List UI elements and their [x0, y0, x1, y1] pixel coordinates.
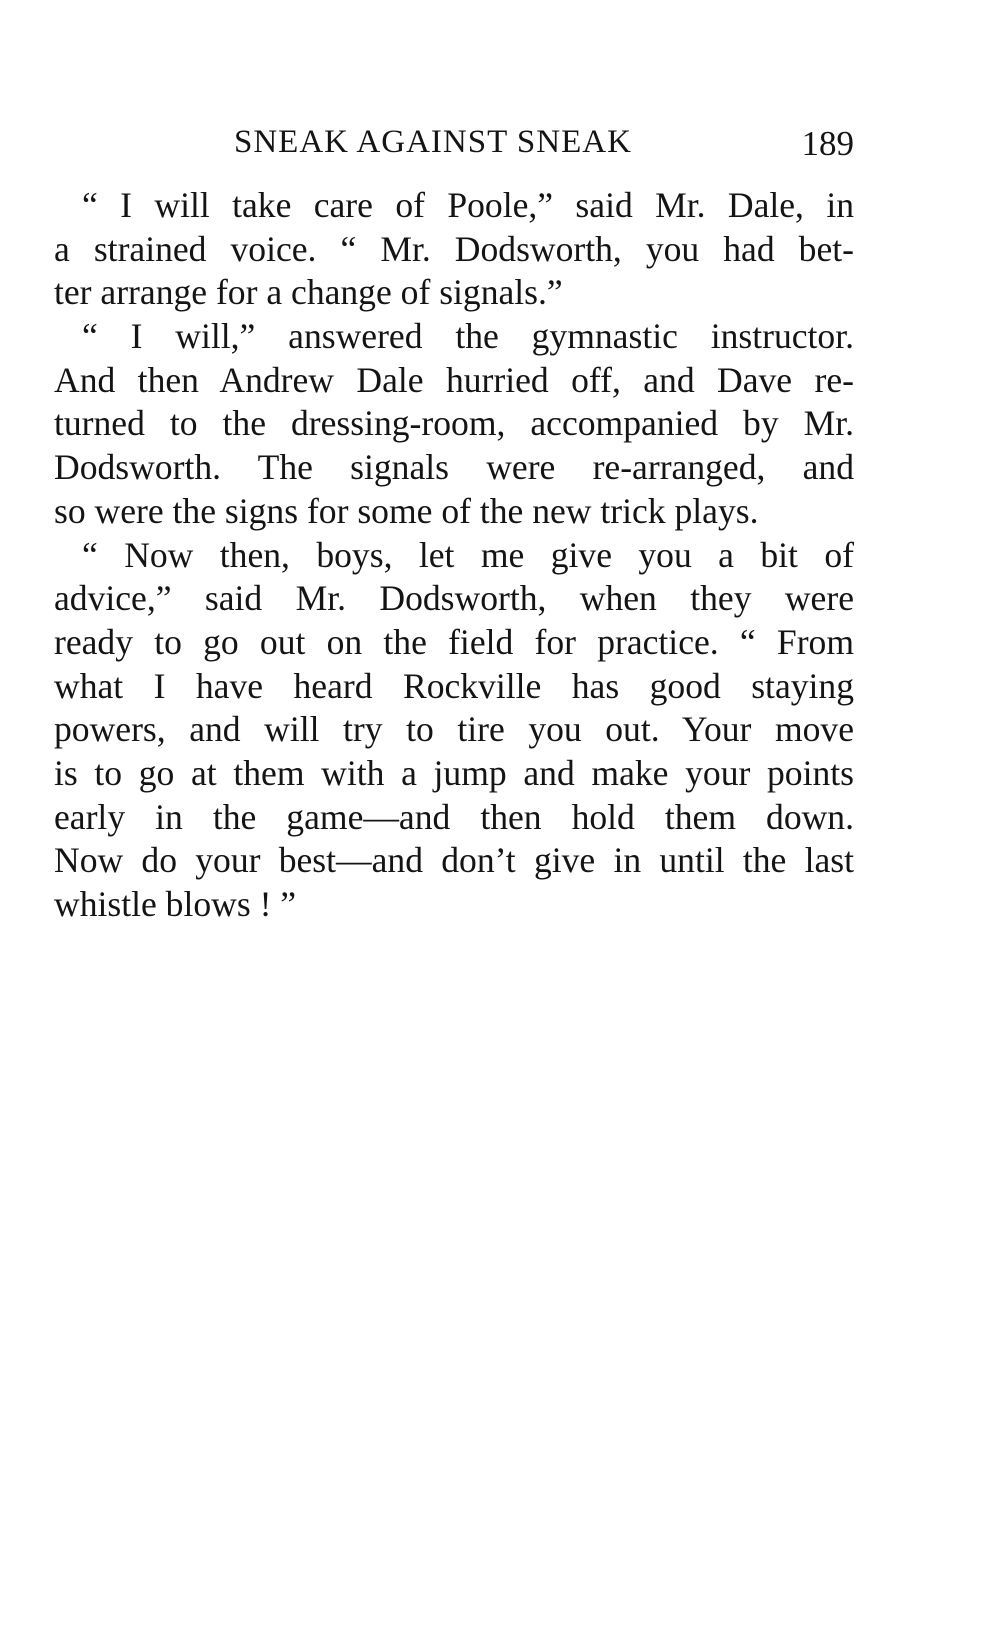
text-line: Dodsworth. The signals were re-arranged, and — [54, 447, 854, 488]
text-line: ready to go out on the field for practice. “ From — [54, 621, 854, 662]
text-line: whistle blows ! ” — [54, 884, 297, 924]
running-head — [54, 118, 854, 164]
text-line: turned to the dressing-room, accompanied by Mr. — [54, 403, 854, 444]
text-line: Now do your best—and don’t give in until the last — [54, 840, 854, 881]
text-line: “ I will,” answered the gymnastic instructor. — [82, 316, 854, 357]
text-line: a strained voice. “ Mr. Dodsworth, you had bet- — [54, 228, 854, 269]
page-number: 189 — [801, 124, 854, 163]
text-line: “ I will take care of Poole,” said Mr. Dale, in — [82, 185, 854, 225]
text-line: is to go at them with a jump and make your points — [54, 752, 854, 793]
text-line: advice,” said Mr. Dodsworth, when they were — [54, 578, 854, 619]
text-line: what I have heard Rockville has good staying — [54, 665, 854, 706]
text-line: “ Now then, boys, let me give you a bit of — [82, 534, 854, 575]
text-line: And then Andrew Dale hurried off, and Dave re- — [54, 359, 854, 400]
text-line: early in the game—and then hold them down. — [54, 796, 854, 837]
running-title: SNEAK AGAINST SNEAK — [234, 124, 632, 160]
text-line: powers, and will try to tire you out. Your move — [54, 709, 854, 750]
text-line: ter arrange for a change of signals.” — [54, 272, 563, 313]
body-text — [54, 184, 854, 927]
text-line: so were the signs for some of the new trick plays. — [54, 490, 759, 531]
